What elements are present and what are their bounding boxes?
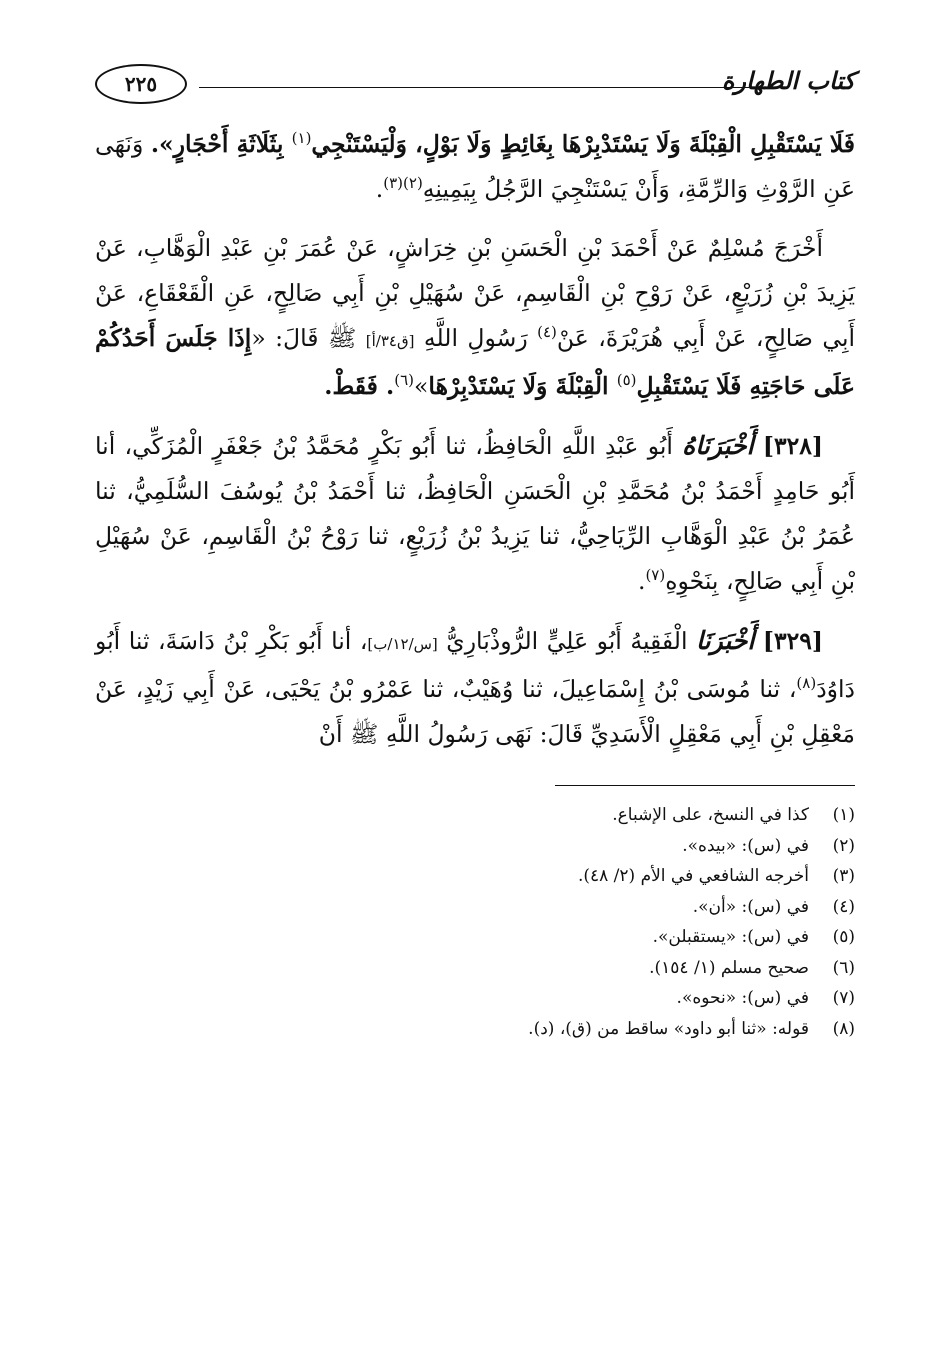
footnote-item [95,922,855,953]
footnote-text: في (س): «يستقبلن». [652,927,809,947]
hadith-text: فَلَا يَسْتَقْبِلِ الْقِبْلَةَ وَلَا يَسْتَدْبِرْهَا بِغَائِطٍ وَلَا بَوْلٍ، وَلْيَسْتَنْجِي [311,130,855,158]
header-rule [199,87,755,88]
footnote-item [95,831,855,862]
main-text [95,122,855,757]
book-title: كتاب الطهارة [721,66,855,95]
hadith-text: الْقِبْلَةَ وَلَا يَسْتَدْبِرْهَا [428,372,617,400]
hadith-text: بِثَلَاثَةِ أَحْجَارٍ». [150,130,292,158]
hadith-text: إِذَا جَلَسَ أَحَدُكُمْ عَلَى حَاجَتِهِ فَلَا يَسْتَقْبِلِ [95,324,855,400]
footnote-ref: (٨) [796,674,817,693]
footnote-number: (٨) [832,1018,855,1039]
footnote-number: (٥) [832,927,855,947]
footnote-ref: (٤) [537,323,557,342]
footnote-text: كذا في النسخ، على الإشباع. [612,805,809,825]
footnote-ref: (٧) [645,566,666,585]
hadith-number: [٣٢٨] [762,432,823,460]
page-header [95,60,855,122]
footnote-ref: (٢)(٣) [383,174,423,193]
footnote-ref: (٥) [616,371,637,390]
punctuation: . [637,567,646,595]
footnote-separator [555,785,855,786]
footnote-item [95,800,855,831]
footnote-number: (٢) [832,835,855,856]
akhbarana-word: أَخْبَرَنَا [696,626,755,655]
manuscript-marker: [س/١٢/ب] [367,635,438,653]
footnote-item [95,983,855,1014]
footnote-ref: (٦) [394,371,415,390]
footnote-number: (٣) [832,866,855,886]
narration-text: رَسُولِ اللَّهِ [414,324,538,352]
footnote-text: صحيح مسلم (١/ ١٥٤). [649,957,809,978]
paragraph-1 [95,122,855,212]
manuscript-marker: [ق٣٤/أ] [365,332,415,350]
isnad-text: ، أنا أَبُو بَكْرِ بْنُ دَاسَةَ، ثنا أَبُو دَاوُدَ [95,627,855,703]
footnote-item [95,1014,855,1045]
footnote-text: قوله: «ثنا أبو داود» ساقط من (ق)، (د). [528,1018,809,1039]
footnote-item [95,892,855,923]
akhbarana-word: أَخْبَرَنَاهُ [682,431,754,460]
footnote-text: في (س): «أن». [692,896,809,917]
footnote-ref: (١) [291,129,312,148]
paragraph-4 [95,618,855,757]
footnote-number: (٦) [832,957,855,978]
footnote-number: (٤) [832,896,855,917]
isnad-text: ، ثنا مُوسَى بْنُ إِسْمَاعِيلَ، ثنا وُهَيْبٌ، ثنا عَمْرُو بْنُ يَحْيَى، عَنْ أَبِي زَيْدٍ، عَنْ مَعْقِلِ بْنِ أَبِي مَعْقِلٍ الْأَسَدِيِّ قَالَ: نَهَى رَسُولُ اللَّهِ ﷺ أَنْ [95,675,855,748]
punctuation: » [414,372,429,400]
punctuation: . [375,175,384,203]
footnote-text: في (س): «نحوه». [676,988,809,1008]
isnad-text: الْفَقِيهُ أَبُو عَلِيٍّ الرُّوذْبَارِيُّ [437,627,697,655]
footnote-number: (١) [832,805,855,825]
isnad-text: أَخْرَجَ مُسْلِمٌ عَنْ أَحْمَدَ بْنِ الْحَسَنِ بْنِ خِرَاشٍ، عَنْ عُمَرَ بْنِ عَبْدِ الْوَهَّابِ، عَنْ يَزِيدَ بْنِ زُرَيْعٍ، عَنْ رَوْحِ بْنِ الْقَاسِمِ، عَنْ سُهَيْلِ بْنِ أَبِي صَالِحٍ، عَنِ الْقَعْقَاعِ، عَنْ أَبِي صَالِحٍ، عَنْ أَبِي هُرَيْرَةَ، عَنْ [95,234,856,352]
narration-text: وَنَهَى عَنِ الرَّوْثِ وَالرِّمَّةِ، وَأَنْ يَسْتَنْجِيَ الرَّجُلُ بِيَمِينِهِ [95,130,855,203]
hadith-number: [٣٢٩] [762,627,823,655]
footnote-item [95,861,855,892]
isnad-text: أَبُو عَبْدِ اللَّهِ الْحَافِظُ، ثنا أَبُو بَكْرٍ مُحَمَّدُ بْنُ جَعْفَرٍ الْمُزَكِّي، أنا أَبُو حَامِدٍ أَحْمَدُ بْنُ مُحَمَّدِ بْنِ الْحَسَنِ الْحَافِظُ، ثنا أَحْمَدُ بْنُ يُوسُفَ السُّلَمِيُّ، ثنا عُمَرُ بْنُ عَبْدِ الْوَهَّابِ الرِّيَاحِيُّ، ثنا يَزِيدُ بْنُ زُرَيْعٍ، ثنا رَوْحُ بْنُ الْقَاسِمِ، عَنْ سُهَيْلِ بْنِ أَبِي صَالِحٍ، بِنَحْوِهِ [95,432,855,595]
narration-text: ﷺ قَالَ: « [251,324,366,352]
footnotes [95,800,855,1044]
narration-text: . فَقَطْ. [324,372,395,400]
footnote-number: (٧) [832,988,855,1008]
paragraph-2 [95,226,855,409]
book-page [95,60,855,1044]
footnote-text: أخرجه الشافعي في الأم (٢/ ٤٨). [577,866,809,886]
footnote-text: في (س): «بيده». [682,835,809,856]
paragraph-3 [95,423,855,604]
footnote-item [95,953,855,984]
page-number: ٢٢٥ [95,64,187,104]
